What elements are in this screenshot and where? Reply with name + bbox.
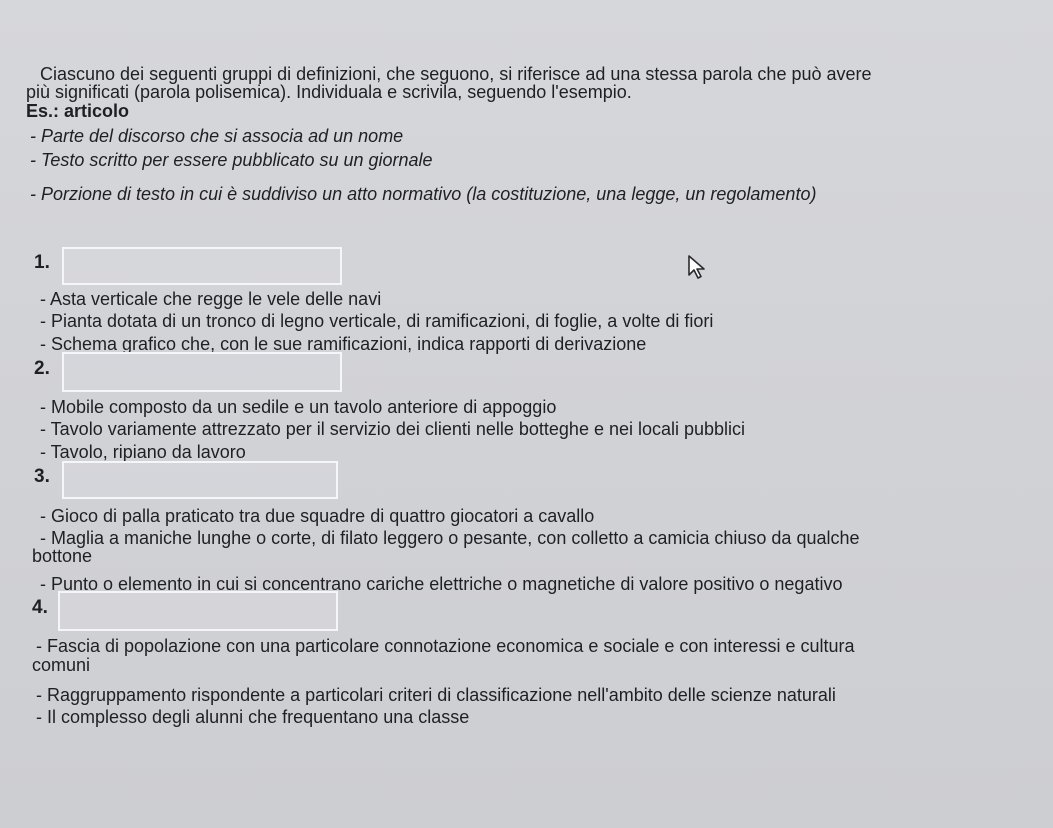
item-definition: - Mobile composto da un sedile e un tavolo anteriore di appoggio [40,397,557,417]
answer-box-2[interactable] [62,352,342,392]
item-definition: - Fascia di popolazione con una particolare connotazione economica e sociale e con interessi e cultura [36,636,855,656]
instructions-line-1: Ciascuno dei seguenti gruppi di definizioni, che seguono, si riferisce ad una stessa parola che può avere [40,64,872,84]
answer-box-4[interactable] [58,591,338,631]
example-definition: - Porzione di testo in cui è suddiviso un atto normativo (la costituzione, una legge, un regolamento) [30,184,817,204]
item-definition: bottone [32,546,93,566]
item-definition: - Pianta dotata di un tronco di legno verticale, di ramificazioni, di foglie, a volte di fiori [40,311,714,331]
item-definition: - Asta verticale che regge le vele delle navi [40,289,382,309]
item-number: 1. [34,252,50,273]
example-definition: - Parte del discorso che si associa ad un nome [30,126,404,146]
item-definition: - Il complesso degli alunni che frequentano una classe [36,707,470,727]
item-number: 2. [34,358,50,379]
answer-box-3[interactable] [62,461,338,499]
item-number: 3. [34,466,50,487]
item-definition: - Tavolo variamente attrezzato per il servizio dei clienti nelle botteghe e nei locali pubblici [40,419,746,439]
item-definition: - Tavolo, ripiano da lavoro [40,442,246,462]
item-definition: - Maglia a maniche lunghe o corte, di filato leggero o pesante, con colletto a camicia chiuso da qualche [40,528,860,548]
instructions-line-2: più significati (parola polisemica). Individuala e scrivila, seguendo l'esempio. [26,82,632,102]
mouse-pointer-icon [686,253,710,281]
item-definition: - Gioco di palla praticato tra due squadre di quattro giocatori a cavallo [40,506,595,526]
example-label: Es.: articolo [26,101,130,121]
answer-box-1[interactable] [62,247,342,285]
item-definition: - Raggruppamento rispondente a particolari criteri di classificazione nell'ambito delle scienze naturali [36,685,836,705]
item-definition: - Schema grafico che, con le sue ramificazioni, indica rapporti di derivazione [40,334,647,354]
example-definition: - Testo scritto per essere pubblicato su un giornale [30,150,433,170]
item-definition: - Punto o elemento in cui si concentrano cariche elettriche o magnetiche di valore positivo o negativo [40,574,843,594]
item-definition: comuni [32,655,91,675]
item-number: 4. [32,597,48,618]
